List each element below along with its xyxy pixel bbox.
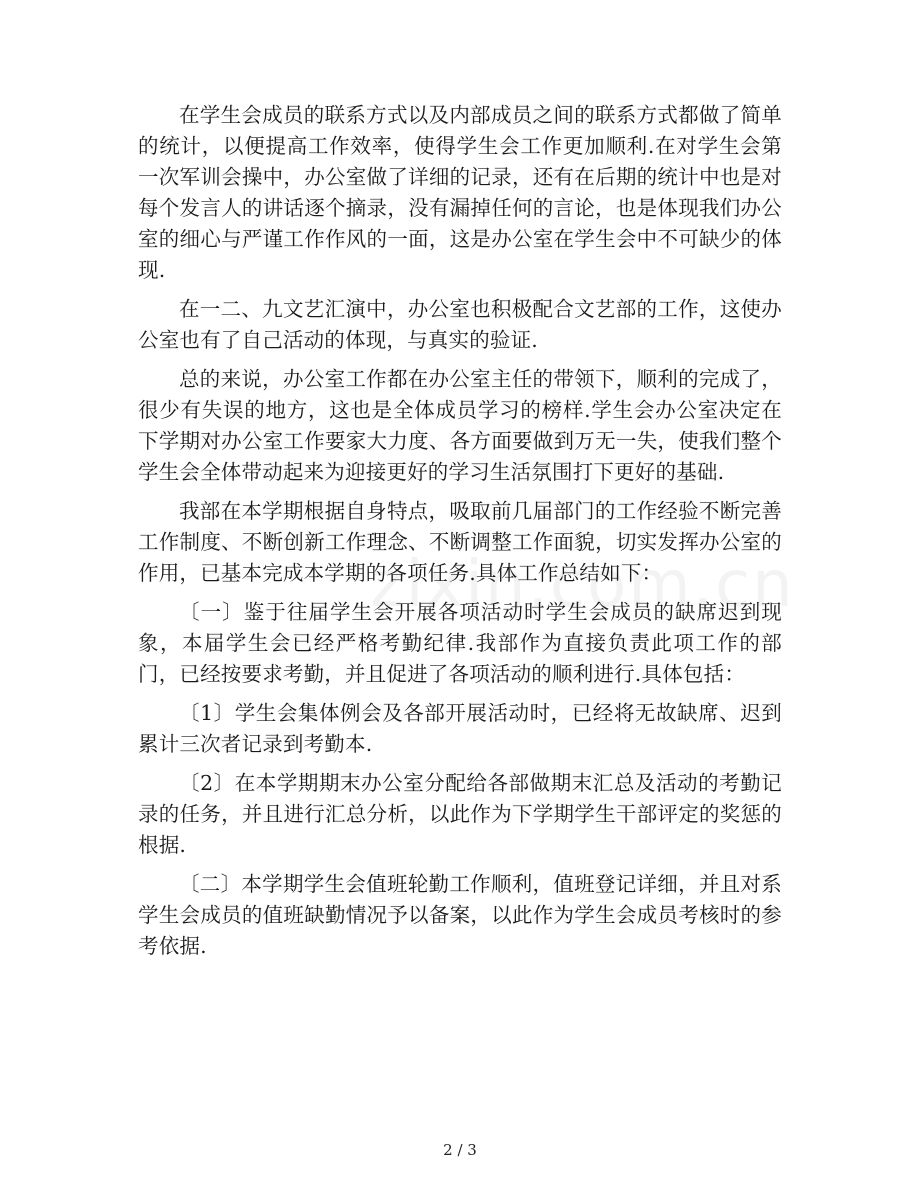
paragraph-8: 〔二〕本学期学生会值班轮勤工作顺利，值班登记详细，并且对系学生会成员的值班缺勤情况予以备案，以此作为学生会成员考核时的参考依据. bbox=[138, 872, 782, 958]
paragraph-6: 〔1〕学生会集体例会及各部开展活动时，已经将无故缺席、迟到累计三次者记录到考勤本. bbox=[138, 701, 782, 756]
paragraph-2: 在一二、九文艺汇演中，办公室也积极配合文艺部的工作，这使办公室也有了自己活动的体现，与真实的验证. bbox=[138, 297, 782, 352]
paragraph-7: 〔2〕在本学期期末办公室分配给各部做期末汇总及活动的考勤记录的任务，并且进行汇总分析，以此作为下学期学生干部评定的奖惩的根据. bbox=[138, 771, 782, 857]
paragraph-5: 〔一〕鉴于往届学生会开展各项活动时学生会成员的缺席迟到现象，本届学生会已经严格考勤纪律.我部作为直接负责此项工作的部门，已经按要求考勤，并且促进了各项活动的顺利进行.具体包括： bbox=[138, 600, 782, 686]
paragraph-1: 在学生会成员的联系方式以及内部成员之间的联系方式都做了简单的统计，以便提高工作效率，使得学生会工作更加顺利.在对学生会第一次军训会操中，办公室做了详细的记录，还有在后期的统计中也是对每个发言人的讲话逐个摘录，没有漏掉任何的言论，也是体现我们办公室的细心与严谨工作作风的一面，这是办公室在学生会中不可缺少的体现. bbox=[138, 103, 782, 282]
paragraph-3: 总的来说，办公室工作都在办公室主任的带领下，顺利的完成了，很少有失误的地方，这也是全体成员学习的榜样.学生会办公室决定在下学期对办公室工作要家大力度、各方面要做到万无一失，使我们整个学生会全体带动起来为迎接更好的学习生活氛围打下更好的基础. bbox=[138, 367, 782, 484]
paragraph-4: 我部在本学期根据自身特点，吸取前几届部门的工作经验不断完善工作制度、不断创新工作理念、不断调整工作面貌，切实发挥办公室的作用，已基本完成本学期的各项任务.具体工作总结如下： bbox=[138, 499, 782, 585]
body-text bbox=[138, 100, 782, 970]
page-number: 2 / 3 bbox=[443, 1141, 477, 1159]
